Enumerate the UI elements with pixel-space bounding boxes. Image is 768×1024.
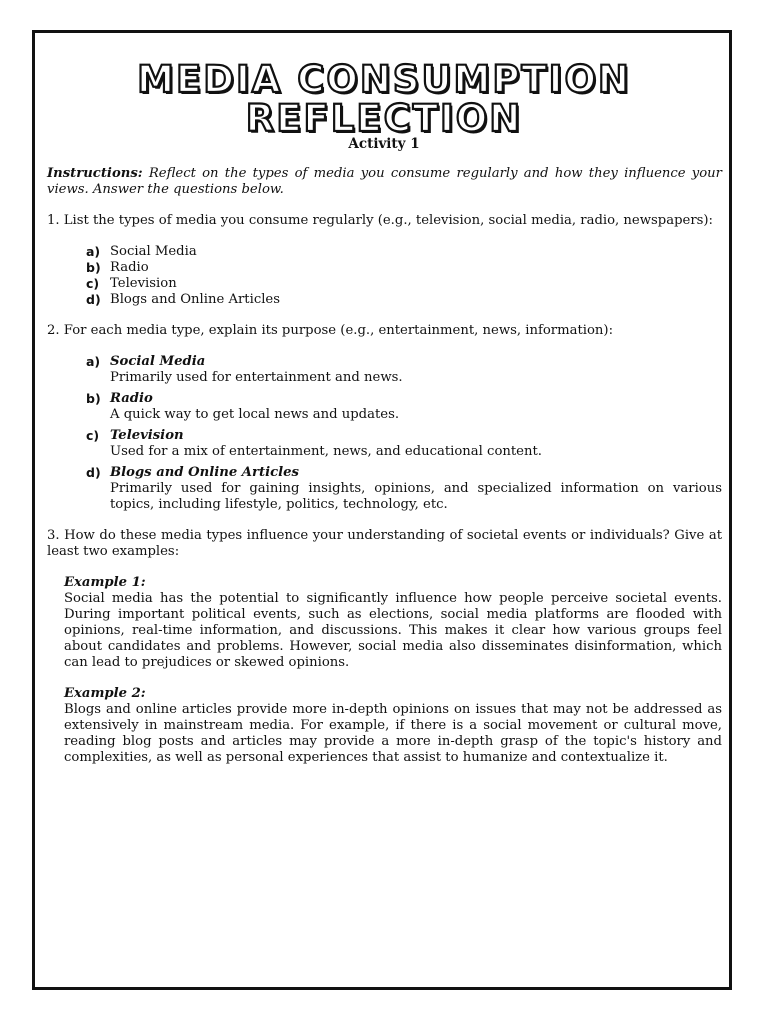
item-letter: c)	[86, 428, 100, 443]
purpose-desc: Primarily used for entertainment and news.	[110, 370, 403, 385]
purpose-title: Television	[110, 428, 184, 443]
example-title: Example 2:	[64, 686, 146, 701]
instructions	[47, 166, 722, 198]
list-item	[86, 354, 722, 386]
question-1: 1. List the types of media you consume regularly (e.g., television, social media, radio, newspapers):	[47, 213, 713, 228]
list-item	[86, 428, 722, 460]
item-letter: c)	[86, 276, 100, 291]
worksheet-title-line1: MEDIA CONSUMPTION	[137, 58, 631, 101]
purpose-desc: Used for a mix of entertainment, news, and educational content.	[110, 444, 542, 459]
example-title: Example 1:	[64, 575, 146, 590]
list-item	[86, 465, 722, 513]
example-1	[64, 575, 722, 671]
item-letter: a)	[86, 354, 101, 369]
worksheet-title-line2: REFLECTION	[245, 97, 523, 140]
item-letter: a)	[86, 244, 101, 259]
list-item	[86, 276, 722, 292]
example-body: Blogs and online articles provide more in-depth opinions on issues that may not be addressed as extensively in mainstream media. For example, if there is a social movement or cultural move, reading blog posts and articles may provide a more in-depth grasp of the topic's history and complexities, as well as personal experiences that assist to humanize and contextualize it.	[64, 702, 722, 765]
media-type-list	[86, 244, 722, 308]
item-label: Television	[110, 276, 177, 291]
purpose-title: Social Media	[110, 354, 206, 369]
purpose-list	[86, 354, 722, 513]
list-item	[86, 260, 722, 276]
question-3: 3. How do these media types influence your understanding of societal events or individuals? Give at least two examples:	[47, 528, 722, 559]
item-letter: d)	[86, 292, 101, 307]
example-2	[64, 686, 722, 766]
purpose-desc: Primarily used for gaining insights, opinions, and specialized information on various topics, including lifestyle, politics, technology, etc.	[110, 481, 722, 512]
item-letter: b)	[86, 391, 101, 406]
instructions-text: Reflect on the types of media you consume regularly and how they influence your views. Answer the questions below.	[47, 166, 722, 197]
purpose-title: Blogs and Online Articles	[110, 465, 299, 480]
item-label: Social Media	[110, 244, 197, 259]
example-body: Social media has the potential to significantly influence how people perceive societal events. During important political events, such as elections, social media platforms are flooded with opinions, real-time information, and discussions. This makes it clear how various groups feel about candidates and problems. However, social media also disseminates disinformation, which can lead to prejudices or skewed opinions.	[64, 591, 722, 670]
question-2: 2. For each media type, explain its purpose (e.g., entertainment, news, information):	[47, 323, 614, 338]
item-letter: d)	[86, 465, 101, 480]
list-item	[86, 244, 722, 260]
list-item	[86, 292, 722, 308]
purpose-title: Radio	[110, 391, 153, 406]
instructions-label: Instructions:	[47, 166, 143, 181]
list-item	[86, 391, 722, 423]
item-label: Radio	[110, 260, 149, 275]
item-label: Blogs and Online Articles	[110, 292, 280, 307]
purpose-desc: A quick way to get local news and updates.	[110, 407, 400, 422]
activity-subtitle: Activity 1	[348, 136, 420, 152]
worksheet-content	[47, 166, 722, 766]
item-letter: b)	[86, 260, 101, 275]
